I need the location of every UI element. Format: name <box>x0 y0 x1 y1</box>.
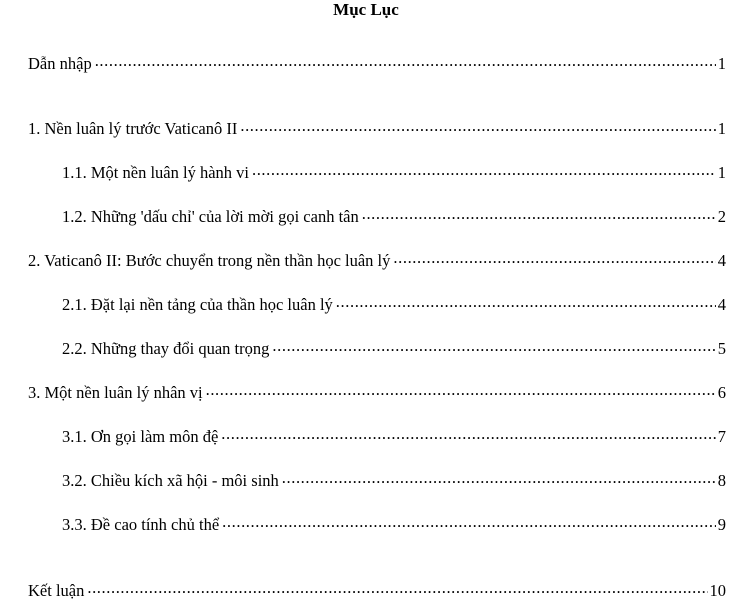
toc-entry-section-1[interactable] <box>28 118 726 140</box>
toc-entry-label: 3.3. Đề cao tính chủ thể <box>62 515 220 534</box>
toc-entry-label: 2.1. Đặt lại nền tảng của thần học luân lý <box>62 295 333 314</box>
toc-entry-section-2-1[interactable] <box>62 294 726 316</box>
dot-leader <box>206 379 716 401</box>
toc-entry-label: 3.2. Chiều kích xã hội - môi sinh <box>62 471 279 490</box>
toc-entry-label: 2.2. Những thay đổi quan trọng <box>62 339 270 358</box>
toc-entry-page: 5 <box>717 339 726 358</box>
toc-title: Mục Lục <box>333 0 399 19</box>
toc-entry-label: 3. Một nền luân lý nhân vị <box>28 383 203 402</box>
toc-entry-page: 7 <box>717 427 726 446</box>
toc-entry-page: 2 <box>717 207 726 226</box>
toc-entry-section-2[interactable] <box>28 250 726 272</box>
dot-leader <box>336 291 716 313</box>
toc-entry-section-3[interactable] <box>28 382 726 404</box>
toc-entry-label: Dẫn nhập <box>28 54 92 73</box>
dot-leader <box>272 335 715 357</box>
toc-entry-introduction[interactable] <box>28 53 726 75</box>
dot-leader <box>240 115 715 137</box>
dot-leader <box>252 159 716 181</box>
toc-entry-page: 8 <box>717 471 726 490</box>
toc-entry-section-2-2[interactable] <box>62 338 726 360</box>
toc-entry-section-1-2[interactable] <box>62 206 726 228</box>
dot-leader <box>282 467 716 489</box>
dot-leader <box>362 203 716 225</box>
toc-entry-label: 3.1. Ơn gọi làm môn đệ <box>62 427 219 446</box>
dot-leader <box>222 511 716 533</box>
toc-entry-page: 4 <box>717 251 726 270</box>
dot-leader <box>87 577 707 599</box>
toc-entry-page: 1 <box>717 54 726 73</box>
toc-entry-page: 10 <box>709 581 726 600</box>
toc-entry-label: 1. Nền luân lý trước Vaticanô II <box>28 119 238 138</box>
toc-entry-page: 1 <box>717 163 726 182</box>
toc-entry-page: 9 <box>717 515 726 534</box>
toc-entry-section-3-1[interactable] <box>62 426 726 448</box>
toc-entry-section-3-2[interactable] <box>62 470 726 492</box>
dot-leader <box>95 50 716 72</box>
dot-leader <box>393 247 715 269</box>
toc-entry-label: 1.1. Một nền luân lý hành vi <box>62 163 249 182</box>
toc-entry-section-1-1[interactable] <box>62 162 726 184</box>
toc-entry-label: 1.2. Những 'dấu chỉ' của lời mời gọi canh tân <box>62 207 359 226</box>
toc-entry-section-3-3[interactable] <box>62 514 726 536</box>
toc-entry-label: 2. Vaticanô II: Bước chuyển trong nền thần học luân lý <box>28 251 391 270</box>
toc-entry-conclusion[interactable] <box>28 580 726 602</box>
toc-entry-page: 6 <box>717 383 726 402</box>
toc-entry-page: 4 <box>717 295 726 314</box>
toc-entry-page: 1 <box>717 119 726 138</box>
dot-leader <box>221 423 715 445</box>
toc-entry-label: Kết luận <box>28 581 85 600</box>
